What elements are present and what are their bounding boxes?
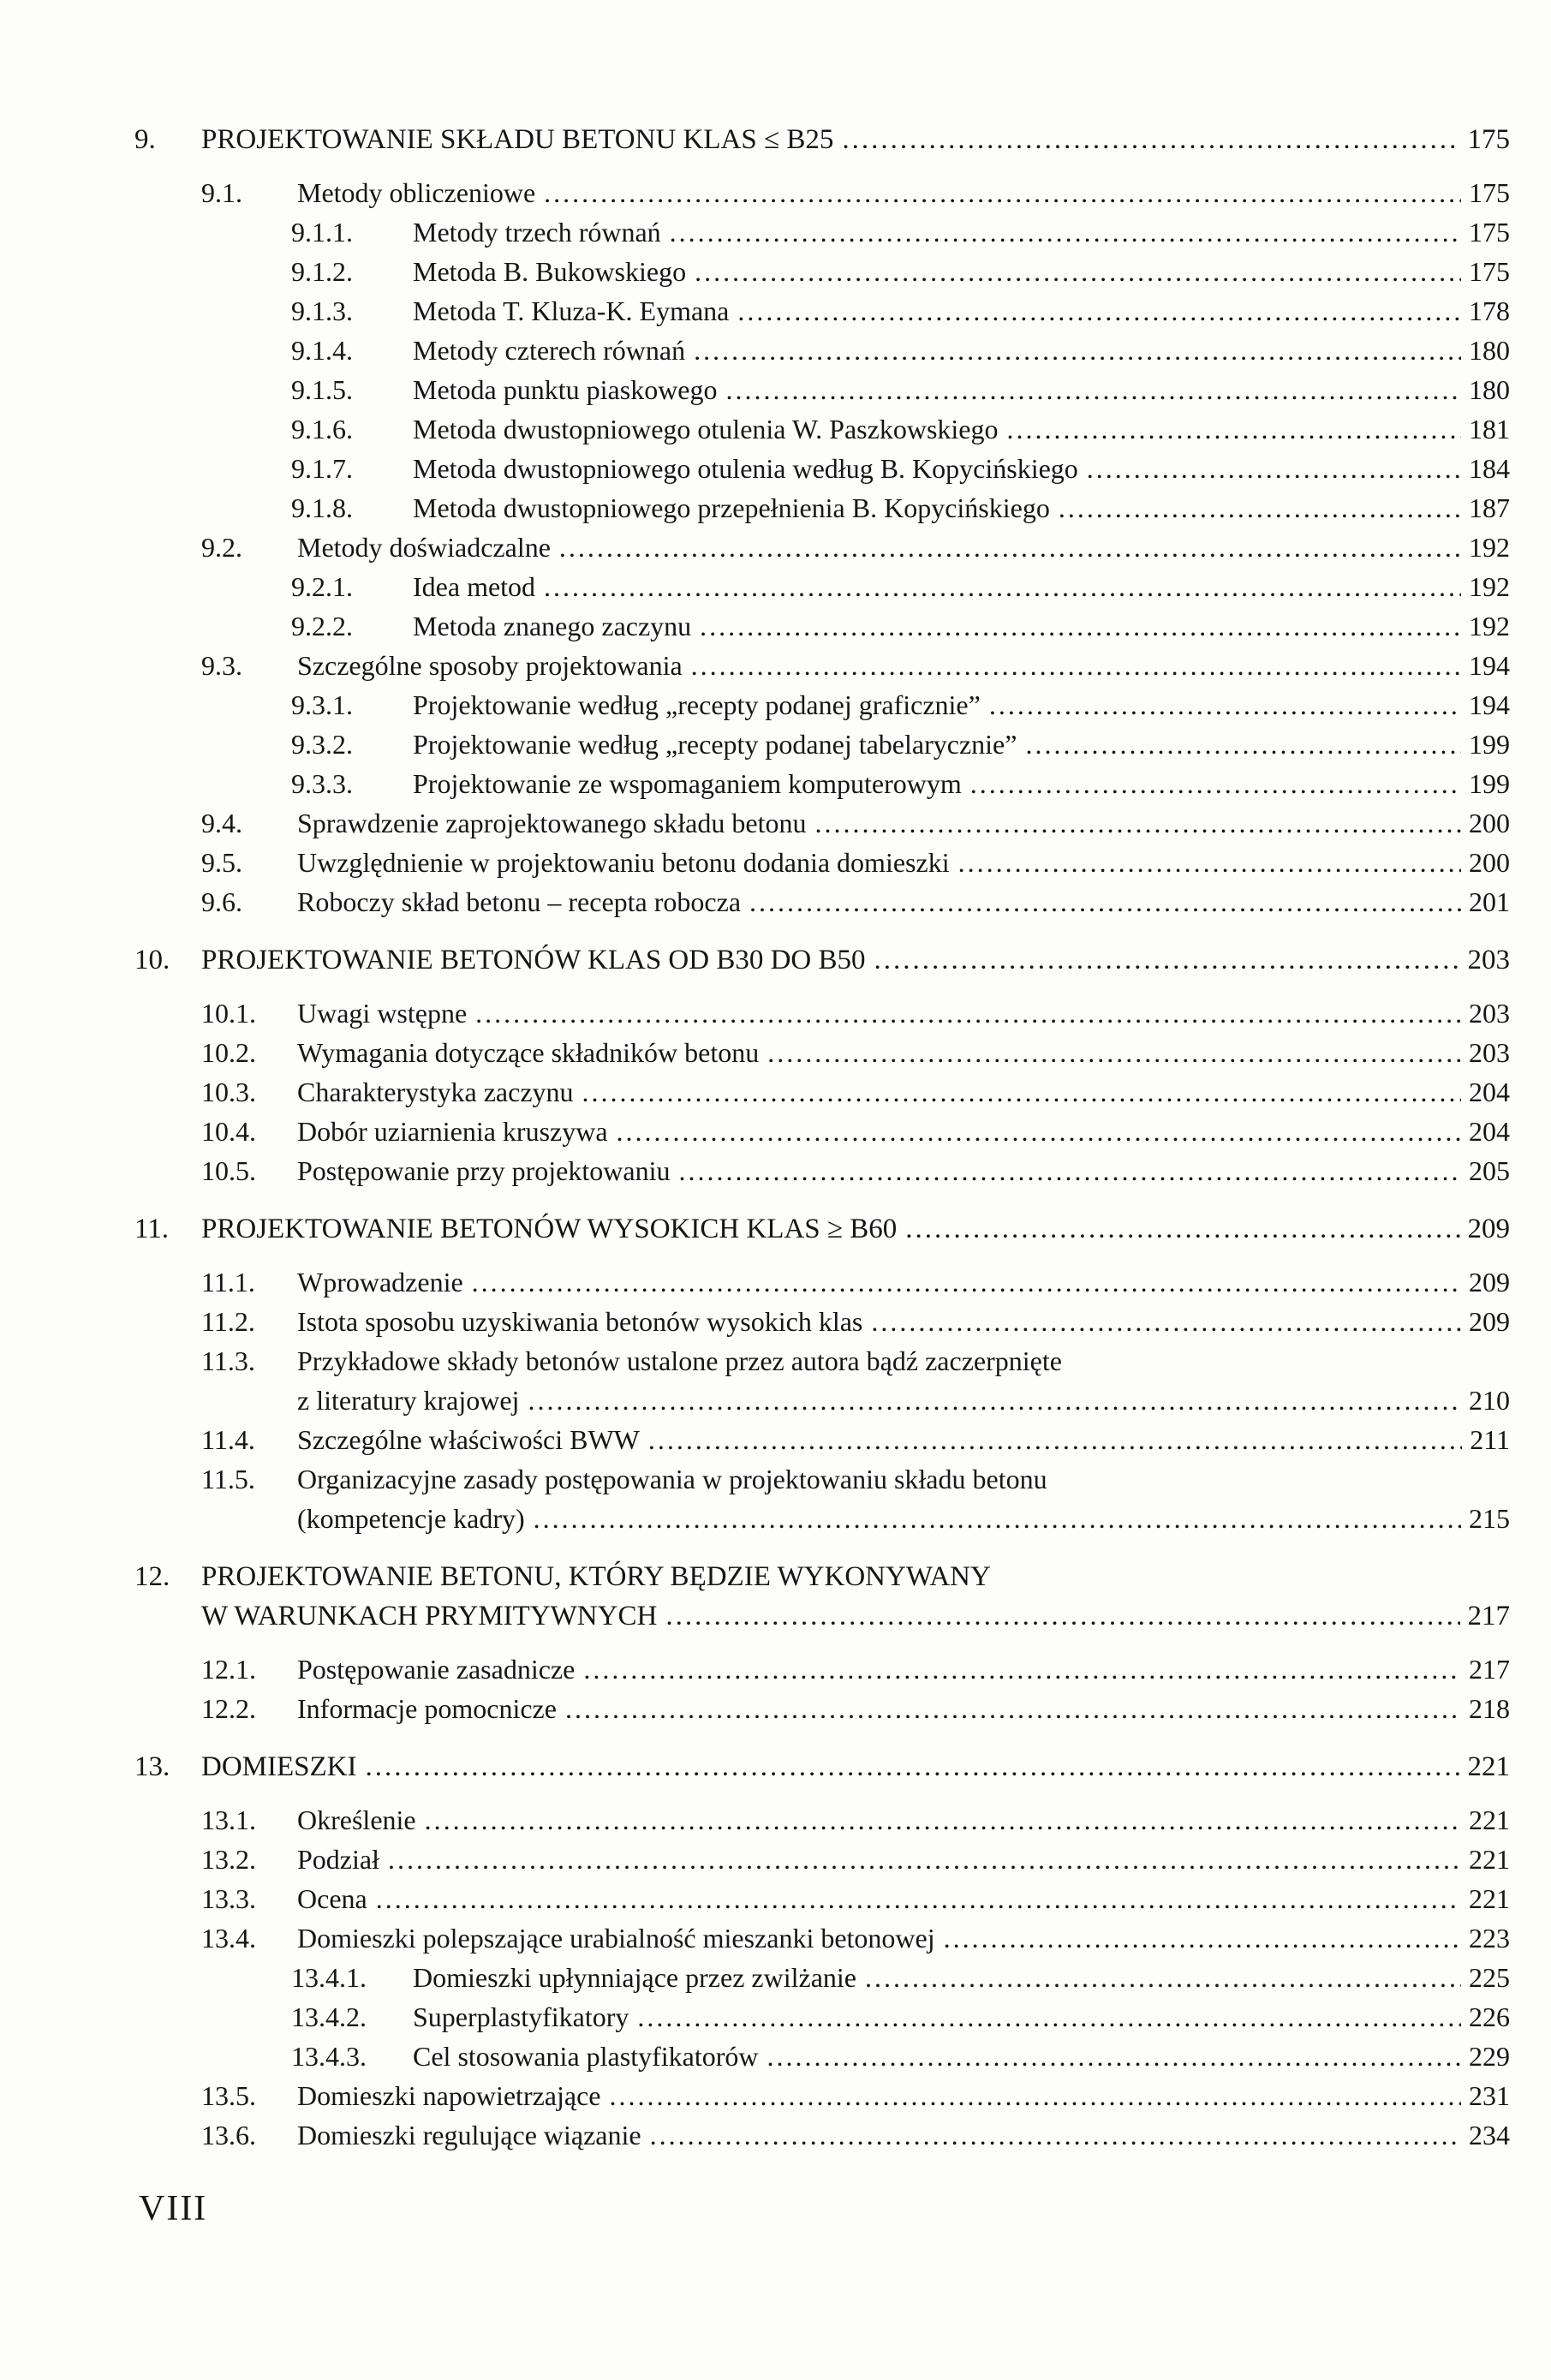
entry-page-number: 226 [1469, 2001, 1510, 2032]
entry-title: Dobór uziarnienia kruszywa [297, 1116, 608, 1147]
entry-page-number: 209 [1469, 1306, 1510, 1337]
entry-page-number: 204 [1469, 1116, 1510, 1147]
entry-title: Organizacyjne zasady postępowania w projektowaniu składu betonu [297, 1464, 1047, 1494]
entry-number: 13.4. [201, 1923, 256, 1954]
toc-entry [134, 488, 1510, 528]
toc-entry [134, 1557, 1510, 1596]
page-number-label: VIII [139, 2189, 208, 2228]
dot-leader [842, 120, 1459, 159]
entry-number: 9.1.8. [291, 492, 353, 523]
entry-title: Projektowanie ze wspomaganiem komputerowym [413, 768, 962, 799]
entry-title: PROJEKTOWANIE BETONÓW WYSOKICH KLAS ≥ B60 [201, 1214, 898, 1244]
entry-title: Domieszki napowietrzające [297, 2080, 601, 2111]
entry-title: Szczególne właściwości BWW [297, 1424, 640, 1455]
entry-title: Metoda dwustopniowego otulenia W. Paszkowskiego [413, 414, 999, 444]
entry-number: 10.3. [201, 1077, 256, 1107]
toc-entry [134, 567, 1510, 606]
entry-number: 12. [134, 1561, 170, 1592]
entry-title: Metoda punktu piaskowego [413, 374, 718, 405]
toc-entry [134, 1112, 1510, 1151]
entry-title: Postępowanie przy projektowaniu [297, 1155, 671, 1186]
toc-entry [134, 1649, 1510, 1689]
toc-entry [134, 803, 1510, 843]
entry-title: Wymagania dotyczące składników betonu [297, 1037, 760, 1068]
entry-title: Projektowanie według „recepty podanej tabelarycznie” [413, 729, 1017, 760]
entry-page-number: 175 [1467, 124, 1510, 155]
entry-title: Sprawdzenie zaprojektowanego składu betonu [297, 808, 807, 838]
entry-title: PROJEKTOWANIE SKŁADU BETONU KLAS ≤ B25 [201, 124, 834, 155]
entry-number: 9.3.2. [291, 729, 353, 760]
entry-number: 9.6. [201, 886, 242, 917]
toc-entry [134, 528, 1510, 567]
toc-entry [134, 1958, 1510, 1997]
entry-number: 9.1.2. [291, 256, 353, 287]
entry-number: 13.1. [201, 1804, 256, 1835]
entry-number: 11.4. [201, 1424, 255, 1455]
entry-page-number: 209 [1469, 1267, 1510, 1297]
entry-title: Domieszki upłynniające przez zwilżanie [413, 1962, 856, 1993]
entry-title: W WARUNKACH PRYMITYWNYCH [201, 1601, 658, 1631]
toc-entry [134, 764, 1510, 803]
entry-number: 9.1.5. [291, 374, 353, 405]
entry-page-number: 175 [1469, 256, 1510, 287]
dot-leader [678, 1151, 1461, 1190]
entry-title: Metoda dwustopniowego otulenia według B. Kopycińskiego [413, 453, 1078, 484]
entry-title: z literatury krajowej [297, 1385, 520, 1416]
dot-leader [376, 1879, 1461, 1918]
entry-number: 9.1. [201, 177, 242, 208]
dot-leader [767, 2037, 1461, 2076]
entry-page-number: 194 [1469, 689, 1510, 720]
toc-entry [134, 370, 1510, 409]
dot-leader [637, 1997, 1461, 2037]
entry-page-number: 184 [1469, 453, 1510, 484]
entry-number: 9.1.3. [291, 295, 353, 326]
toc-entry [134, 685, 1510, 725]
entry-title: Uwagi wstępne [297, 998, 468, 1029]
entry-title: Superplastyfikatory [413, 2001, 629, 2032]
entry-title: Metody czterech równań [413, 335, 686, 366]
entry-title: Metoda dwustopniowego przepełnienia B. Kopycińskiego [413, 492, 1050, 523]
toc-entry [134, 993, 1510, 1033]
dot-leader [970, 764, 1461, 803]
entry-number: 13.4.2. [291, 2001, 367, 2032]
entry-title: Metody obliczeniowe [297, 177, 536, 208]
entry-number: 9.2.1. [291, 571, 353, 602]
toc-entry [134, 2076, 1510, 2115]
entry-page-number: 178 [1469, 295, 1510, 326]
dot-leader [865, 1958, 1461, 1997]
entry-number: 9.3. [201, 650, 242, 681]
toc-entry [134, 173, 1510, 212]
entry-page-number: 175 [1469, 177, 1510, 208]
toc-entry [134, 252, 1510, 291]
entry-number: 9.1.6. [291, 414, 353, 444]
dot-leader [583, 1649, 1461, 1689]
entry-title: Przykładowe składy betonów ustalone przez autora bądź zaczerpnięte [297, 1345, 1062, 1376]
entry-page-number: 199 [1469, 729, 1510, 760]
entry-number: 10.2. [201, 1037, 256, 1068]
entry-page-number: 218 [1469, 1693, 1510, 1724]
entry-number: 9.3.1. [291, 689, 353, 720]
entry-title: Metody doświadczalne [297, 532, 551, 563]
entry-number: 12.1. [201, 1654, 256, 1685]
entry-page-number: 205 [1469, 1155, 1510, 1186]
entry-page-number: 194 [1469, 650, 1510, 681]
toc-entry [134, 120, 1510, 159]
entry-title: Roboczy skład betonu – recepta robocza [297, 886, 742, 917]
toc-entry [134, 212, 1510, 252]
entry-title: Charakterystyka zaczynu [297, 1077, 574, 1107]
entry-number: 13. [134, 1751, 170, 1782]
dot-leader [874, 940, 1460, 980]
dot-leader [814, 803, 1461, 843]
toc-entry [134, 409, 1510, 449]
entry-number: 9.1.4. [291, 335, 353, 366]
dot-leader [670, 212, 1461, 252]
entry-title: Podział [297, 1844, 379, 1875]
entry-number: 10.1. [201, 998, 256, 1029]
entry-page-number: 181 [1469, 414, 1510, 444]
dot-leader [544, 567, 1461, 606]
dot-leader [737, 291, 1461, 331]
entry-page-number: 192 [1469, 611, 1510, 641]
dot-leader [388, 1840, 1461, 1879]
entry-number: 13.5. [201, 2080, 256, 2111]
entry-page-number: 217 [1469, 1654, 1510, 1685]
entry-page-number: 175 [1469, 217, 1510, 248]
entry-page-number: 200 [1469, 808, 1510, 838]
dot-leader [989, 685, 1461, 725]
dot-leader [665, 1596, 1459, 1636]
toc-entry [134, 606, 1510, 646]
entry-number: 11. [134, 1214, 170, 1244]
dot-leader [1006, 409, 1461, 449]
toc-entry [134, 2115, 1510, 2155]
toc-entry [134, 1689, 1510, 1728]
entry-number: 10.5. [201, 1155, 256, 1186]
dot-leader [1087, 449, 1461, 488]
dot-leader [648, 1420, 1462, 1459]
entry-title: Uwzględnienie w projektowaniu betonu dodania domieszki [297, 847, 950, 878]
entry-page-number: 210 [1469, 1385, 1510, 1416]
entry-title: Określenie [297, 1804, 416, 1835]
entry-page-number: 199 [1469, 768, 1510, 799]
dot-leader [559, 528, 1461, 567]
toc-entry [134, 1262, 1510, 1302]
entry-number: 10.4. [201, 1116, 256, 1147]
entry-page-number: 221 [1469, 1804, 1510, 1835]
entry-page-number: 200 [1469, 847, 1510, 878]
dot-leader [425, 1800, 1461, 1840]
toc-entry [134, 1459, 1510, 1499]
entry-title: Idea metod [413, 571, 536, 602]
toc-entry-continuation [134, 1499, 1510, 1538]
entry-page-number: 225 [1469, 1962, 1510, 1993]
dot-leader [871, 1302, 1461, 1341]
toc-entry [134, 1918, 1510, 1958]
entry-title: DOMIESZKI [201, 1751, 357, 1782]
entry-title: Domieszki regulujące wiązanie [297, 2120, 641, 2150]
entry-page-number: 180 [1469, 374, 1510, 405]
entry-title: Metoda znanego zaczynu [413, 611, 692, 641]
entry-page-number: 187 [1469, 492, 1510, 523]
toc-entry [134, 646, 1510, 685]
dot-leader [617, 1112, 1461, 1151]
dot-leader [1025, 725, 1461, 764]
entry-page-number: 223 [1469, 1923, 1510, 1954]
toc-entry [134, 2037, 1510, 2076]
entry-title: Cel stosowania plastyfikatorów [413, 2041, 759, 2072]
entry-number: 9.1.7. [291, 453, 353, 484]
entry-title: Istota sposobu uzyskiwania betonów wysokich klas [297, 1306, 863, 1337]
entry-number: 9.1.1. [291, 217, 353, 248]
dot-leader [582, 1072, 1461, 1112]
dot-leader [749, 882, 1461, 922]
entry-number: 11.2. [201, 1306, 255, 1337]
dot-leader [905, 1209, 1459, 1249]
toc-entry-continuation [134, 1596, 1510, 1636]
entry-title: Postępowanie zasadnicze [297, 1654, 576, 1685]
dot-leader [534, 1499, 1461, 1538]
entry-title: Szczególne sposoby projektowania [297, 650, 683, 681]
entry-page-number: 192 [1469, 571, 1510, 602]
entry-number: 11.1. [201, 1267, 255, 1297]
dot-leader [475, 993, 1461, 1033]
entry-number: 13.4.3. [291, 2041, 367, 2072]
dot-leader [1059, 488, 1461, 528]
entry-title: Wprowadzenie [297, 1267, 463, 1297]
toc-entry [134, 882, 1510, 922]
toc-entry [134, 940, 1510, 980]
entry-page-number: 221 [1467, 1751, 1510, 1782]
toc-entry [134, 1879, 1510, 1918]
entry-number: 11.5. [201, 1464, 255, 1494]
entry-page-number: 201 [1469, 886, 1510, 917]
entry-number: 11.3. [201, 1345, 255, 1376]
entry-number: 9.2. [201, 532, 242, 563]
entry-page-number: 204 [1469, 1077, 1510, 1107]
dot-leader [767, 1033, 1461, 1072]
toc-entry [134, 1033, 1510, 1072]
toc-entry [134, 1800, 1510, 1840]
toc-entry [134, 1302, 1510, 1341]
toc-entry [134, 449, 1510, 488]
dot-leader [565, 1689, 1461, 1728]
entry-title: Metody trzech równań [413, 217, 661, 248]
entry-page-number: 221 [1469, 1883, 1510, 1914]
entry-page-number: 231 [1469, 2080, 1510, 2111]
entry-page-number: 209 [1467, 1214, 1510, 1244]
toc-entry [134, 1420, 1510, 1459]
entry-page-number: 221 [1469, 1844, 1510, 1875]
toc-entry [134, 1151, 1510, 1190]
entry-title: PROJEKTOWANIE BETONU, KTÓRY BĘDZIE WYKONYWANY [201, 1561, 991, 1592]
dot-leader [650, 2115, 1461, 2155]
toc-entry [134, 1747, 1510, 1786]
entry-page-number: 192 [1469, 532, 1510, 563]
toc-entry [134, 725, 1510, 764]
entry-number: 13.2. [201, 1844, 256, 1875]
dot-leader [958, 843, 1461, 882]
toc-entry [134, 1997, 1510, 2037]
entry-page-number: 180 [1469, 335, 1510, 366]
entry-title: PROJEKTOWANIE BETONÓW KLAS OD B30 DO B50 [201, 945, 866, 975]
entry-title: Projektowanie według „recepty podanej graficznie” [413, 689, 981, 720]
dot-leader [694, 331, 1461, 370]
toc-entry [134, 1341, 1510, 1381]
entry-page-number: 203 [1469, 998, 1510, 1029]
toc-entry [134, 1840, 1510, 1879]
toc-entry [134, 1072, 1510, 1112]
dot-leader [700, 606, 1461, 646]
dot-leader [365, 1747, 1459, 1786]
entry-title: Domieszki polepszające urabialność mieszanki betonowej [297, 1923, 935, 1954]
entry-number: 9.3.3. [291, 768, 353, 799]
entry-page-number: 215 [1469, 1503, 1510, 1534]
dot-leader [610, 2076, 1462, 2115]
entry-title: (kompetencje kadry) [297, 1503, 525, 1534]
entry-page-number: 203 [1469, 1037, 1510, 1068]
toc-entry-continuation [134, 1381, 1510, 1420]
entry-page-number: 211 [1470, 1424, 1510, 1455]
dot-leader [944, 1918, 1461, 1958]
entry-number: 9.2.2. [291, 611, 353, 641]
dot-leader [691, 646, 1461, 685]
entry-number: 12.2. [201, 1693, 256, 1724]
entry-number: 9.5. [201, 847, 242, 878]
toc-entry [134, 843, 1510, 882]
dot-leader [472, 1262, 1461, 1302]
entry-number: 13.4.1. [291, 1962, 367, 1993]
entry-title: Metoda B. Bukowskiego [413, 256, 687, 287]
toc-entry [134, 1209, 1510, 1249]
entry-title: Informacje pomocnicze [297, 1693, 557, 1724]
entry-number: 9. [134, 124, 156, 155]
dot-leader [528, 1381, 1461, 1420]
dot-leader [695, 252, 1461, 291]
entry-number: 13.6. [201, 2120, 256, 2150]
toc-list [134, 120, 1510, 2155]
toc-entry [134, 331, 1510, 370]
entry-title: Metoda T. Kluza-K. Eymana [413, 295, 730, 326]
entry-page-number: 229 [1469, 2041, 1510, 2072]
entry-page-number: 234 [1469, 2120, 1510, 2150]
dot-leader [544, 173, 1461, 212]
entry-title: Ocena [297, 1883, 367, 1914]
entry-number: 13.3. [201, 1883, 256, 1914]
toc-entry [134, 291, 1510, 331]
dot-leader [726, 370, 1462, 409]
entry-number: 9.4. [201, 808, 242, 838]
entry-number: 10. [134, 945, 170, 975]
entry-page-number: 217 [1467, 1601, 1510, 1631]
entry-page-number: 203 [1467, 945, 1510, 975]
